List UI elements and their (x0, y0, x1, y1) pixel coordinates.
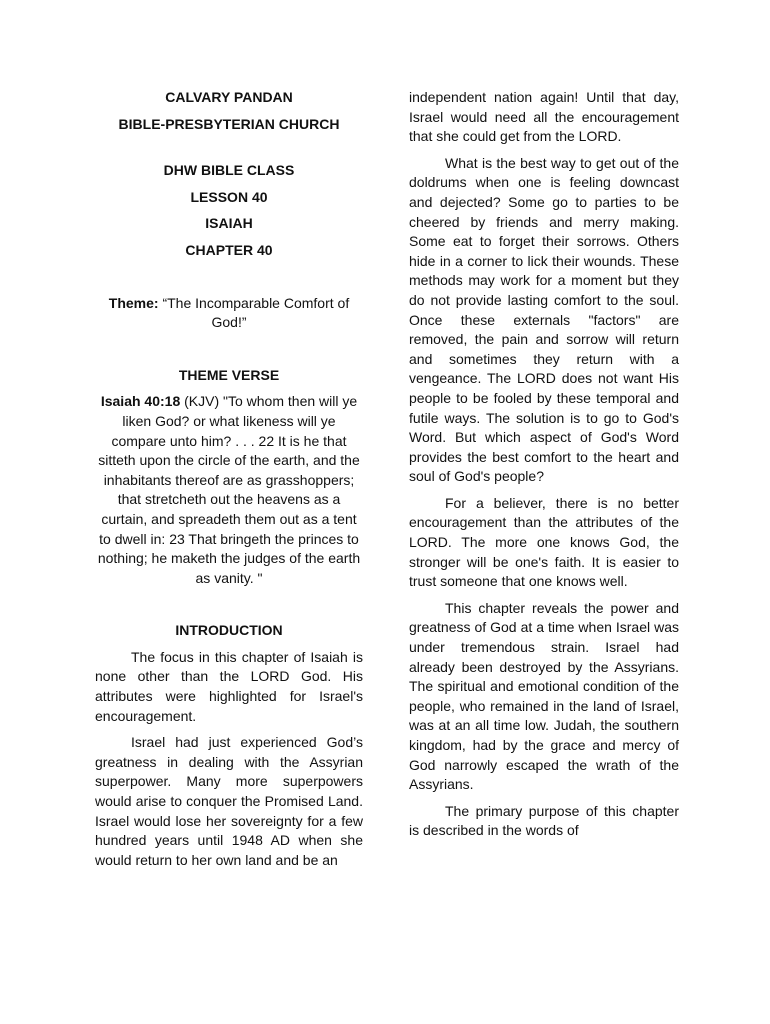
theme-verse (95, 392, 363, 588)
church-name-line2: BIBLE-PRESBYTERIAN CHURCH (118, 115, 340, 132)
theme-verse-heading: THEME VERSE (178, 366, 280, 383)
paragraph-chapter-reveals: This chapter reveals the power and greatness of God at a time when Israel was under tremendous strain. Israel had already been destroyed by the Assyrians. The spiritual and emotional condition of the people, who remained in the land of Israel, was at an all time low. Judah, the southern kingdom, had by the grace and mercy of God narrowly escaped the wrath of the Assyrians. (409, 599, 679, 793)
theme (95, 294, 363, 333)
introduction-heading: INTRODUCTION (175, 622, 283, 639)
verse-reference: Isaiah 40:18 (100, 393, 181, 410)
theme-text: “The Incomparable Comfort of God!” (162, 294, 350, 331)
paragraph-continued: independent nation again! Until that day, Israel would need all the encouragement that she could get from the LORD. (409, 89, 679, 145)
verse-text: (KJV) "To whom then will ye liken God? or what likeness will ye compare unto him? . . . 22 It is he that sitteth upon the circle of the earth, and the inhabitants thereof are as grasshoppers; that stretcheth out the heavens as a curtain, and spreadeth them out as a tent to dwell in: 23 That bringeth the princes to nothing; he maketh the judges of the earth as vanity. " (97, 393, 361, 586)
paragraph-encouragement: For a believer, there is no better encouragement than the attributes of the LORD. The more one knows God, the stronger will be one's faith. It is easier to trust someone that one knows well. (409, 494, 679, 590)
theme-label: Theme: (108, 294, 159, 311)
intro-paragraph-2: Israel had just experienced God’s greatness in dealing with the Assyrian superpower. Many more superpowers would arise to conquer the Promised Land. Israel would lose her sovereignty for a few hundred years until 1948 AD when she would return to her own land and be an (95, 734, 363, 868)
church-name-line1: CALVARY PANDAN (165, 89, 293, 105)
chapter-number: CHAPTER 40 (185, 241, 273, 258)
paragraph-primary-purpose: The primary purpose of this chapter is described in the words of (409, 802, 679, 839)
intro-paragraph-1: The focus in this chapter of Isaiah is none other than the LORD God. His attributes were highlighted for Israel's encouragement. (95, 648, 363, 724)
class-title: DHW BIBLE CLASS (163, 162, 295, 179)
right-column (409, 88, 679, 841)
paragraph-doldrums: What is the best way to get out of the doldrums when one is feeling downcast and dejected? Some go to parties to be cheered by friends and merry making. Some eat to forget their sorrows. Others hide in a corner to lick their wounds. These methods may work for a moment but they do not provide lasting comfort to the soul. Once these externals "factors" are removed, the pain and sorrow will return and sometimes they return with a vengeance. The LORD does not want His people to be fooled by these temporal and futile ways. The solution is to go to God's Word. But which aspect of God's Word provides the best comfort to the heart and soul of God's people? (409, 154, 679, 485)
lesson-number: LESSON 40 (190, 188, 268, 205)
book-name: ISAIAH (205, 215, 253, 232)
left-column (95, 88, 363, 870)
